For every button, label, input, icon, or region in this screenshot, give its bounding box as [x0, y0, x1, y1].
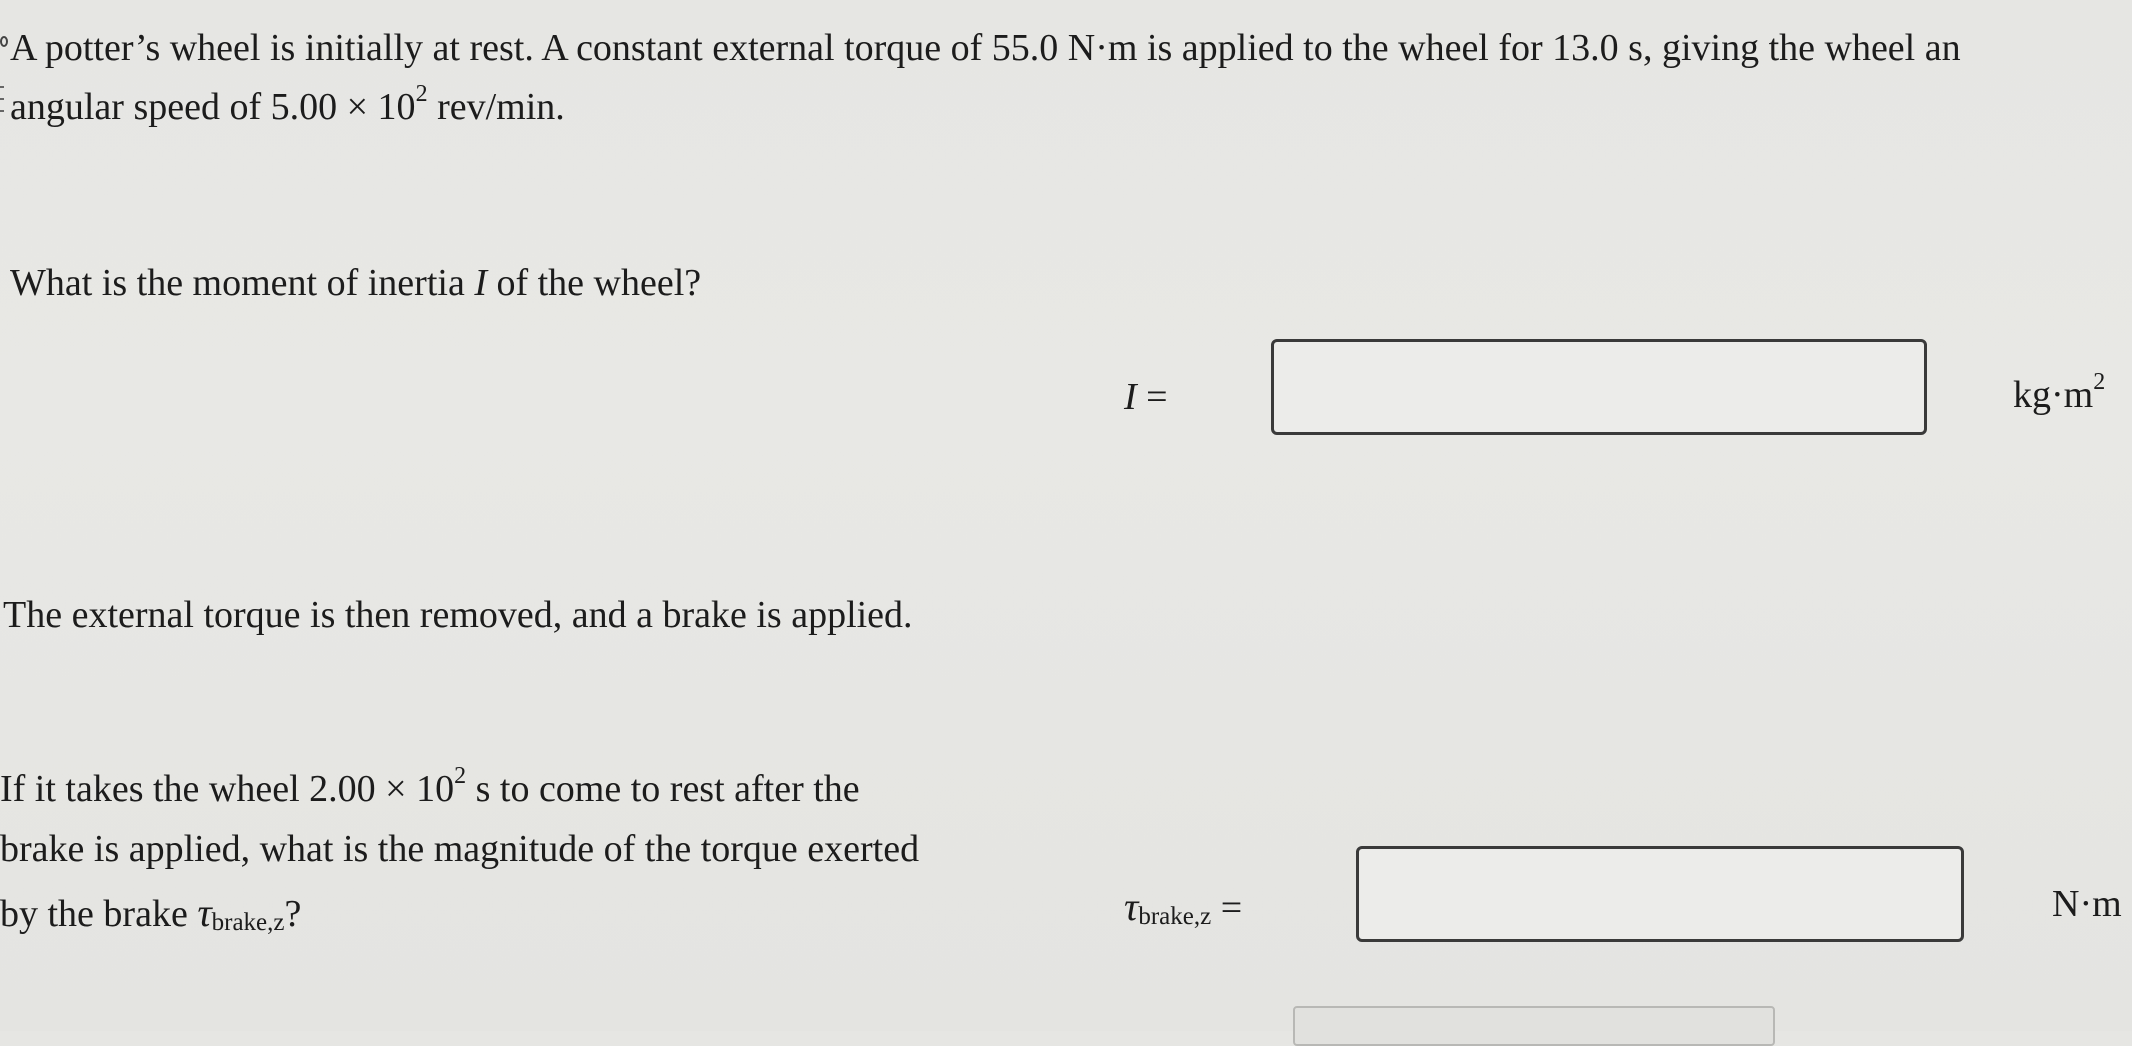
- question1-unit-exponent: 2: [2093, 369, 2106, 396]
- question1-prompt-post: of the wheel?: [486, 262, 702, 304]
- brake-torque-input[interactable]: [1356, 846, 1964, 942]
- question1-label-equals: =: [1136, 376, 1168, 418]
- brake-statement: [3, 596, 913, 634]
- edge-bullet-icon: [0, 36, 8, 47]
- bottom-partial-button[interactable]: [1293, 1006, 1775, 1046]
- edge-tick: [0, 98, 4, 100]
- question1-label-variable: I: [1124, 376, 1137, 418]
- question1-answer-label: [1124, 378, 1168, 416]
- question2-line1-post: s to come to rest after the: [466, 768, 860, 810]
- edge-tick: [0, 110, 4, 112]
- question1-unit-base: kg·m: [2013, 374, 2094, 416]
- question2-line3-pre: by the brake: [0, 893, 198, 935]
- problem-intro-line2-post: rev/min.: [427, 86, 565, 128]
- problem-intro-exponent: 2: [415, 81, 428, 108]
- question2-line1-pre: If it takes the wheel 2.00 × 10: [0, 768, 455, 810]
- question1-prompt-variable: I: [474, 262, 487, 304]
- problem-intro-line2: [10, 81, 565, 128]
- problem-intro-line2-pre: angular speed of 5.00 × 10: [10, 86, 416, 128]
- edge-tick: [0, 86, 4, 88]
- question2-line2: [0, 830, 919, 868]
- question2-line1: [0, 763, 860, 810]
- problem-intro-line1: [10, 29, 1961, 67]
- problem-intro-line1-text: A potter’s wheel is initially at rest. A constant external torque of 55.0 N·m is applied to the wheel for 13.0 s, giving the wheel an: [10, 27, 1961, 69]
- question2-unit-text: N·m: [2052, 883, 2122, 925]
- question2-line2-text: brake is applied, what is the magnitude of the torque exerted: [0, 828, 920, 870]
- question1-prompt: [10, 264, 701, 302]
- question1-unit: [2013, 369, 2106, 416]
- brake-statement-text: The external torque is then removed, and a brake is applied.: [3, 594, 913, 636]
- question2-unit: [2052, 885, 2122, 923]
- question2-label-tau: τ: [1124, 884, 1139, 929]
- question2-tau-subscript: brake,z: [211, 909, 285, 936]
- question2-answer-label: [1124, 884, 1243, 930]
- question2-label-equals: =: [1211, 887, 1243, 929]
- moment-of-inertia-input[interactable]: [1271, 339, 1927, 435]
- question2-label-subscript: brake,z: [1138, 903, 1212, 930]
- question2-tau-symbol: τ: [197, 890, 212, 935]
- question2-line3-post: ?: [284, 893, 302, 935]
- question1-prompt-pre: What is the moment of inertia: [10, 262, 475, 304]
- question2-line1-exponent: 2: [454, 763, 467, 790]
- question2-line3: [0, 890, 302, 936]
